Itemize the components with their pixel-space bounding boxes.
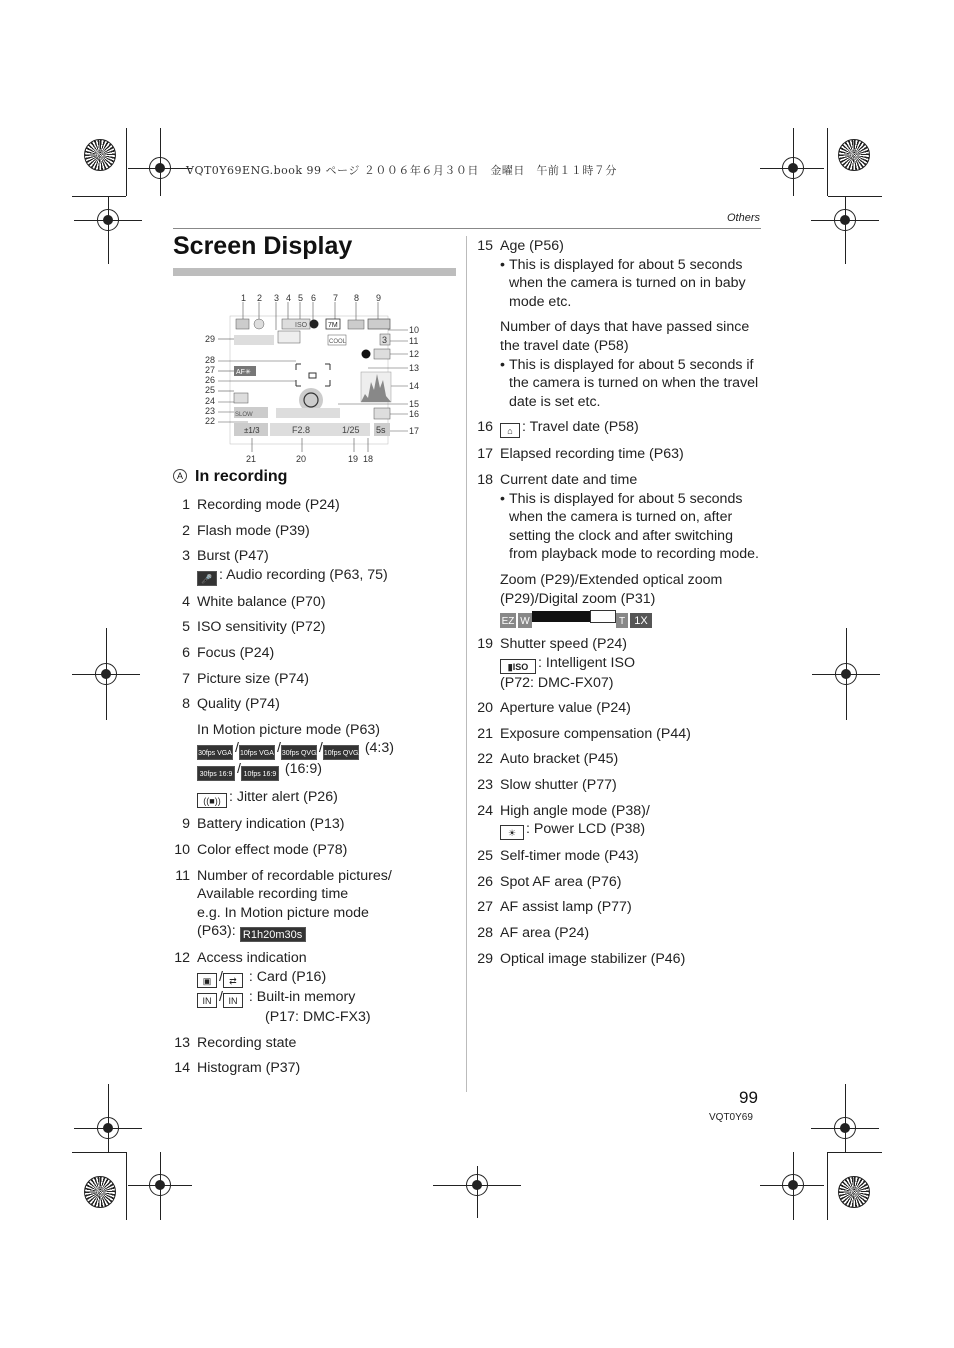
list-item: 29 Optical image stabilizer (P46) [477,950,686,967]
callout-4: 4 [286,293,292,303]
list-item: 15 Age (P56) • This is displayed for about 5 seconds when the camera is turned on in baby mode etc. Number of days that have passed since the travel date (P58) • This is displayed for about 5 seconds if the camera is turned on when the travel date is set etc. [476,237,764,411]
list-item: 3 Burst (P47) 🎤 : Audio recording (P63, 75) [182,548,388,584]
list-item: 7 Picture size (P74) [182,670,309,687]
callout-27: 27 [205,365,216,375]
recording-time-badge: R1h20m30s [240,927,306,942]
timer-seconds: 5s [376,425,386,435]
print-slug: VQT0Y69ENG.book 99 ページ ２００６年６月３０日 金曜日 午前１１時７分 [186,164,617,177]
jitter-alert-icon: ((■)) [197,793,227,808]
callout-5: 5 [298,293,304,303]
left-column [173,496,461,1085]
card-access-icon: ▣ [197,973,217,988]
screen-display-diagram [198,290,426,466]
bottom-callout-numbers [246,454,373,464]
shutter-value: 1/25 [342,425,360,435]
zoom-level-label: 1X [630,613,652,628]
slow-shutter-label: SLOW [235,412,253,418]
list-item: 6 Focus (P24) [182,644,275,661]
callout-25: 25 [205,385,216,395]
list-item: 13 Recording state [174,1034,297,1051]
iso-label: ISO [295,322,308,329]
callout-23: 23 [205,406,216,416]
callout-17: 17 [409,426,420,436]
callout-12: 12 [409,349,420,359]
column-divider [466,236,467,1092]
page-title: Screen Display [173,232,353,260]
list-item: 10 Color effect mode (P78) [174,841,348,858]
list-item: 11 Number of recordable pictures/ Available recording time e.g. In Motion picture mode (P63): R1h20m30s [175,867,392,942]
travel-date-icon: ⌂ [500,423,520,438]
aperture-value: F2.8 [292,425,311,435]
list-item: 12 Access indication ▣ / ⇄ : Card (P16) IN / IN : Built-in memory (P17: DMC-FX3) [174,950,371,1025]
page-code: VQT0Y69 [709,1112,753,1123]
zoom-bar [500,608,764,628]
callout-11: 11 [409,336,419,346]
callout-8: 8 [354,293,360,303]
callout-15: 15 [409,399,420,409]
zoom-w-label: W [518,613,532,628]
microphone-icon: 🎤 [197,571,217,586]
zoom-fill [532,611,590,622]
zoom-t-label: T [616,613,628,628]
motion-30fps-169-icon: 30fps 16:9 [197,766,235,781]
title-underline-bar [173,268,456,276]
exposure-value: ±1/3 [244,426,260,435]
page-number: 99 [739,1088,758,1107]
callout-2: 2 [257,293,263,303]
motion-10fps-169-icon: 10fps 16:9 [241,766,279,781]
af-assist-label: AF✳ [236,369,251,376]
motion-30fps-qvga-icon: 30fps QVGA [281,745,317,760]
list-item: 21 Exposure compensation (P44) [477,725,691,742]
right-callout-numbers [409,325,419,436]
list-item: 20 Aperture value (P24) [477,700,631,717]
list-item: 14 Histogram (P37) [174,1060,301,1077]
callout-10: 10 [409,325,420,335]
motion-30fps-vga-icon: 30fps VGA [197,745,233,760]
top-callout-numbers [241,293,381,303]
list-item: 8 Quality (P74) In Motion picture mode (P63) 30fps VGA /10fps VGA /30fps QVGA/10fps QVGA (4:3) 30fps 16:9 / 10fps 16:9 (16:9) ((■)) : Jitter alert (P26) [182,696,394,807]
list-item: 19 Shutter speed (P24) ▮ISO : Intelligent ISO (P72: DMC-FX07) [477,636,635,691]
list-item: 25 Self-timer mode (P43) [477,848,639,865]
list-item: 18 Current date and time • This is displayed for about 5 seconds when the camera is turned on, after setting the clock and after switching from playback mode to recording mode. Zoom (P29)/Extended optical zoom (P29)/Digital zoom (P31) EZ W T 1X [476,471,764,628]
color-effect-label: COOL [329,339,347,345]
list-item: 24 High angle mode (P38)/ ☀ : Power LCD (P38) [477,802,650,839]
ez-label: EZ [500,613,516,628]
header-rule [173,228,761,229]
section-marker-a: A [173,469,187,483]
picture-size-label: 7M [328,322,338,329]
power-lcd-icon: ☀ [500,825,524,840]
list-item: 9 Battery indication (P13) [182,816,345,833]
list-item: 28 AF area (P24) [477,925,590,942]
callout-18: 18 [363,454,374,464]
section-heading-in-recording [173,468,287,486]
histogram [361,372,391,402]
list-item: 16 ⌂ : Travel date (P58) [477,419,639,437]
list-item: 1 Recording mode (P24) [182,497,340,513]
callout-14: 14 [409,381,420,391]
callout-6: 6 [311,293,317,303]
list-item: 2 Flash mode (P39) [182,522,310,539]
callout-7: 7 [333,293,339,303]
list-item: 5 ISO sensitivity (P72) [182,619,326,636]
callout-19: 19 [348,454,359,464]
list-item: 26 Spot AF area (P76) [477,873,622,890]
left-callout-numbers [205,334,215,426]
callout-21: 21 [246,454,257,464]
zoom-empty [590,610,616,623]
callout-13: 13 [409,363,420,373]
remaining-count: 3 [382,335,388,345]
motion-10fps-vga-icon: 10fps VGA [239,745,275,760]
card-write-icon: ⇄ [223,973,243,988]
callout-22: 22 [205,416,216,426]
list-item: 17 Elapsed recording time (P63) [477,446,684,463]
callout-24: 24 [205,396,216,406]
callout-26: 26 [205,375,216,385]
list-item: 27 AF assist lamp (P77) [477,899,632,916]
callout-28: 28 [205,355,216,365]
builtin-memory-icon: IN [197,993,217,1008]
list-item: 4 White balance (P70) [182,593,326,610]
callout-29: 29 [205,334,216,344]
callout-16: 16 [409,409,420,419]
callout-3: 3 [274,293,280,303]
builtin-memory-write-icon: IN [223,993,243,1008]
callout-9: 9 [376,293,382,303]
motion-10fps-qvga-icon: 10fps QVGA [323,745,359,760]
list-item: 22 Auto bracket (P45) [477,751,619,768]
section-label: In recording [195,468,288,485]
list-item: 23 Slow shutter (P77) [477,777,617,794]
callout-20: 20 [296,454,307,464]
right-column [476,237,764,975]
intelligent-iso-icon: ▮ISO [500,659,536,674]
section-header: Others [726,212,760,224]
callout-1: 1 [241,293,247,303]
